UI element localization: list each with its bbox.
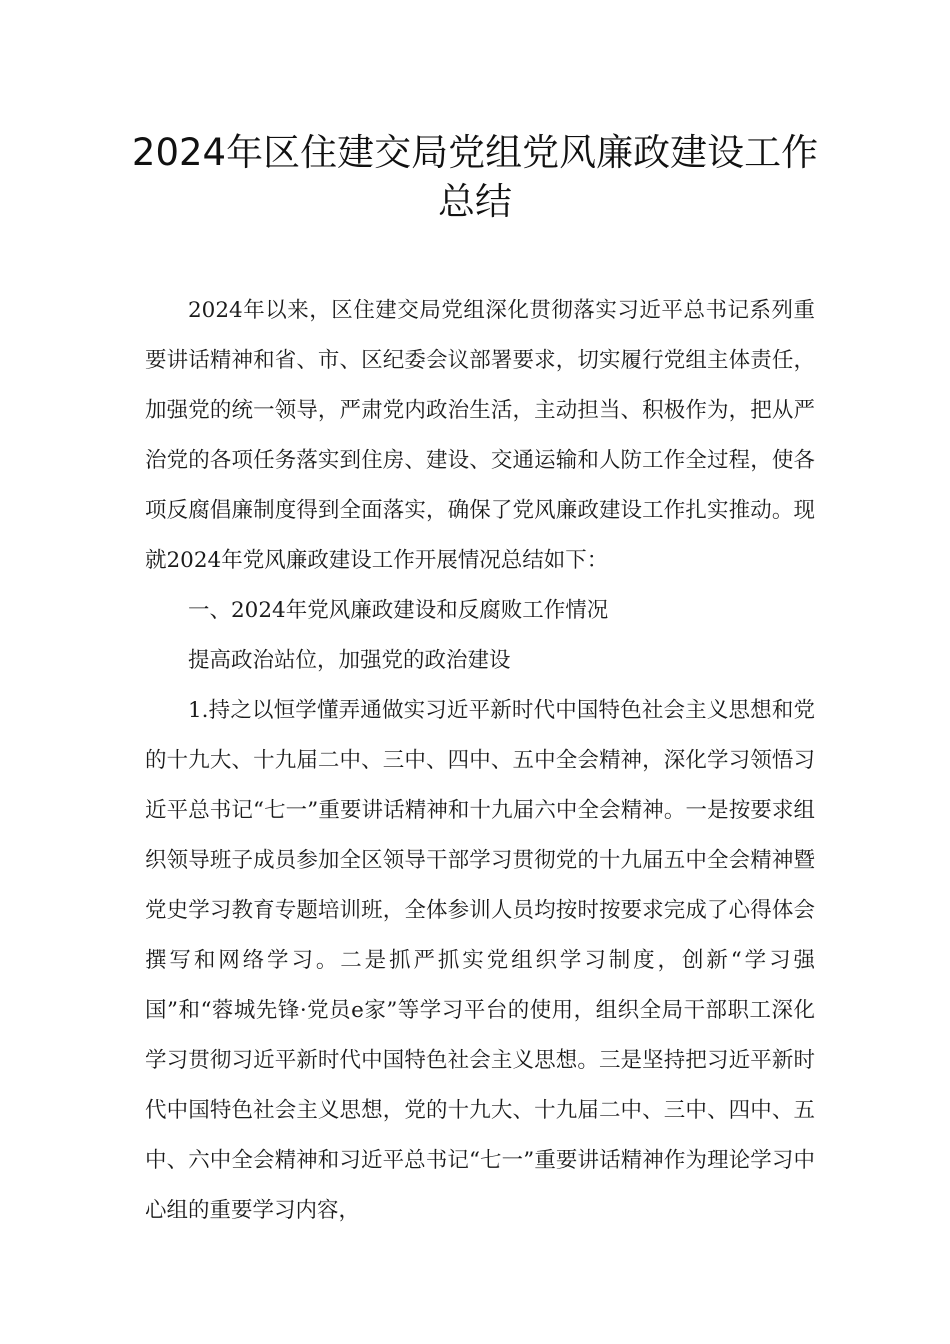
body-paragraph: 1.持之以恒学懂弄通做实习近平新时代中国特色社会主义思想和党的十九大、十九届二中、三中、四中、五中全会精神，深化学习领悟习近平总书记“七一”重要讲话精神和十九届六中全会精神。一是按要求组织领导班子成员参加全区领导干部学习贯彻党的十九届五中全会精神暨党史学习教育专题培训班，全体参训人员均按时按要求完成了心得体会撰写和网络学习。二是抓严抓实党组织学习制度，创新“学习强国”和“蓉城先锋·党员e家”等学习平台的使用，组织全局干部职工深化学习贯彻习近平新时代中国特色社会主义思想。三是坚持把习近平新时代中国特色社会主义思想，党的十九大、十九届二中、三中、四中、五中、六中全会精神和习近平总书记“七一”重要讲话精神作为理论学习中心组的重要学习内容， — [145, 698, 815, 1223]
intro-paragraph: 2024年以来，区住建交局党组深化贯彻落实习近平总书记系列重要讲话精神和省、市、区纪委会议部署要求，切实履行党组主体责任，加强党的统一领导，严肃党内政治生活，主动担当、积极作为，把从严治党的各项任务落实到住房、建设、交通运输和人防工作全过程，使各项反腐倡廉制度得到全面落实，确保了党风廉政建设工作扎实推动。现就2024年党风廉政建设工作开展情况总结如下： — [145, 298, 815, 573]
section-heading: 一、2024年党风廉政建设和反腐败工作情况 — [188, 598, 609, 623]
subsection-heading: 提高政治站位，加强党的政治建设 — [188, 648, 511, 673]
document-title: 2024年区住建交局党组党风廉政建设工作总结 — [131, 131, 819, 223]
document-body — [145, 286, 815, 1236]
